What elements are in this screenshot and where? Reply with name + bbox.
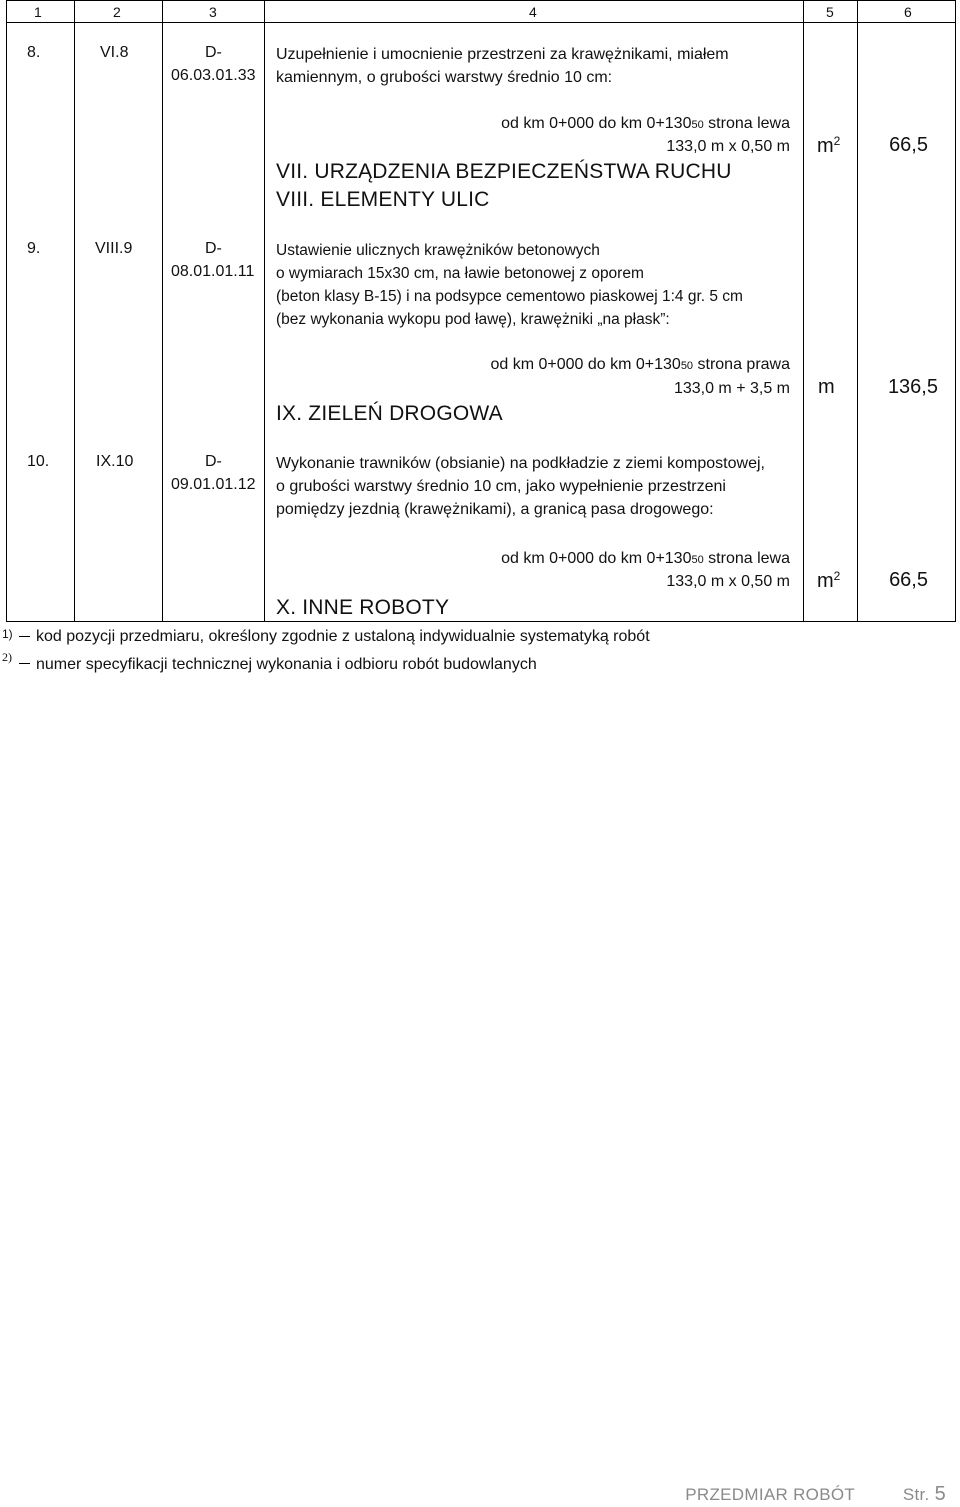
- row9-desc-line2: o wymiarach 15x30 cm, na ławie betonowej z oporem: [276, 265, 644, 282]
- footer-page-number: 5: [934, 1483, 946, 1505]
- header-bottom-border: [6, 22, 956, 23]
- row10-calc: 133,0 m x 0,50 m: [666, 573, 790, 590]
- row9-desc-line4: (bez wykonania wykopu pod ławę), krawężniki „na płask”:: [276, 311, 670, 328]
- footnote-2-marker: 2): [2, 650, 12, 664]
- footnote-1-dash: [19, 636, 30, 637]
- footer-title: PRZEDMIAR ROBÓT: [685, 1485, 855, 1504]
- footnote-2-dash: [19, 663, 30, 664]
- row8-spec-number: 06.03.01.33: [171, 67, 256, 84]
- col-header-6: 6: [904, 4, 912, 20]
- row9-description: [276, 239, 743, 331]
- table-left-border: [6, 0, 7, 622]
- col-divider-2: [162, 0, 163, 622]
- row10-unit: $m^2$: [817, 569, 841, 592]
- row8-unit: $m^2$: [817, 134, 841, 157]
- row10-desc-line1: Wykonanie trawników (obsianie) na podkładzie z ziemi kompostowej,: [276, 455, 765, 472]
- row9-quantity: 136,5: [887, 376, 938, 398]
- row9-kod: VIII.9: [95, 240, 133, 257]
- table-top-border: [6, 0, 956, 1]
- col-divider-3: [264, 0, 265, 622]
- col-header-4: 4: [529, 4, 537, 20]
- row10-spec-number: 09.01.01.12: [171, 476, 256, 493]
- footnote-1-marker: 1): [2, 627, 13, 641]
- row10-desc-line3: pomiędzy jezdnią (krawężnikami), a granicą pasa drogowego:: [276, 501, 714, 518]
- row9-desc-line3: (beton klasy B-15) i na podsypce cementowo piaskowej 1:4 gr. 5 cm: [276, 288, 743, 305]
- section-vii-heading: VII. URZĄDZENIA BEZPIECZEŃSTWA RUCHU: [276, 160, 732, 183]
- section-ix-heading: IX. ZIELEŃ DROGOWA: [276, 402, 503, 425]
- col-divider-1: [74, 0, 75, 622]
- row8-quantity: 66,5: [889, 134, 928, 156]
- section-x-heading: X. INNE ROBOTY: [276, 596, 450, 619]
- row9-lp: 9.: [27, 240, 41, 257]
- row10-description: [276, 452, 765, 521]
- row9-desc-line1: Ustawienie ulicznych krawężników betonowych: [276, 242, 600, 259]
- row10-quantity: 66,5: [889, 569, 928, 591]
- col-divider-5: [857, 0, 858, 622]
- footnote-2-text: numer specyfikacji technicznej wykonania i odbioru robót budowlanych: [36, 656, 537, 673]
- section-viii-heading: VIII. ELEMENTY ULIC: [276, 188, 490, 211]
- row8-desc-line2: kamiennym, o grubości warstwy średnio 10 cm:: [276, 69, 613, 86]
- col-divider-4: [803, 0, 804, 622]
- row10-desc-line2: o grubości warstwy średnio 10 cm, jako wypełnienie przestrzeni: [276, 478, 726, 495]
- col-header-2: 2: [113, 4, 121, 20]
- row10-location: od km 0+000 do km 0+13050 strona lewa: [501, 550, 790, 567]
- row9-calc: 133,0 m + 3,5 m: [673, 380, 790, 397]
- row8-kod: VI.8: [100, 44, 129, 61]
- row8-desc-line1: Uzupełnienie i umocnienie przestrzeni za krawężnikami, miałem: [276, 46, 729, 63]
- table-right-border: [955, 0, 956, 622]
- row8-spec-prefix: D-: [205, 44, 222, 61]
- row8-description: [276, 43, 729, 89]
- row9-spec-number: 08.01.01.11: [171, 263, 255, 280]
- row8-location: od km 0+000 do km 0+13050 strona lewa: [501, 115, 790, 132]
- row8-calc: 133,0 m x 0,50 m: [666, 138, 790, 155]
- footnote-1-text: kod pozycji przedmiaru, określony zgodnie z ustaloną indywidualnie systematyką robót: [36, 628, 650, 645]
- row8-lp: 8.: [27, 44, 41, 61]
- row9-unit: m: [818, 376, 835, 398]
- table-bottom-border: [6, 621, 956, 622]
- footer-page-label: Str.: [902, 1485, 930, 1504]
- row10-kod: IX.10: [96, 453, 134, 470]
- col-header-1: 1: [34, 4, 42, 20]
- row10-spec-prefix: D-: [205, 453, 222, 470]
- col-header-5: 5: [826, 4, 834, 20]
- row10-lp: 10.: [27, 453, 50, 470]
- row9-spec-prefix: D-: [205, 240, 222, 257]
- col-header-3: 3: [209, 4, 217, 20]
- page-footer: [685, 1483, 946, 1506]
- row9-location: od km 0+000 do km 0+13050 strona prawa: [490, 356, 790, 373]
